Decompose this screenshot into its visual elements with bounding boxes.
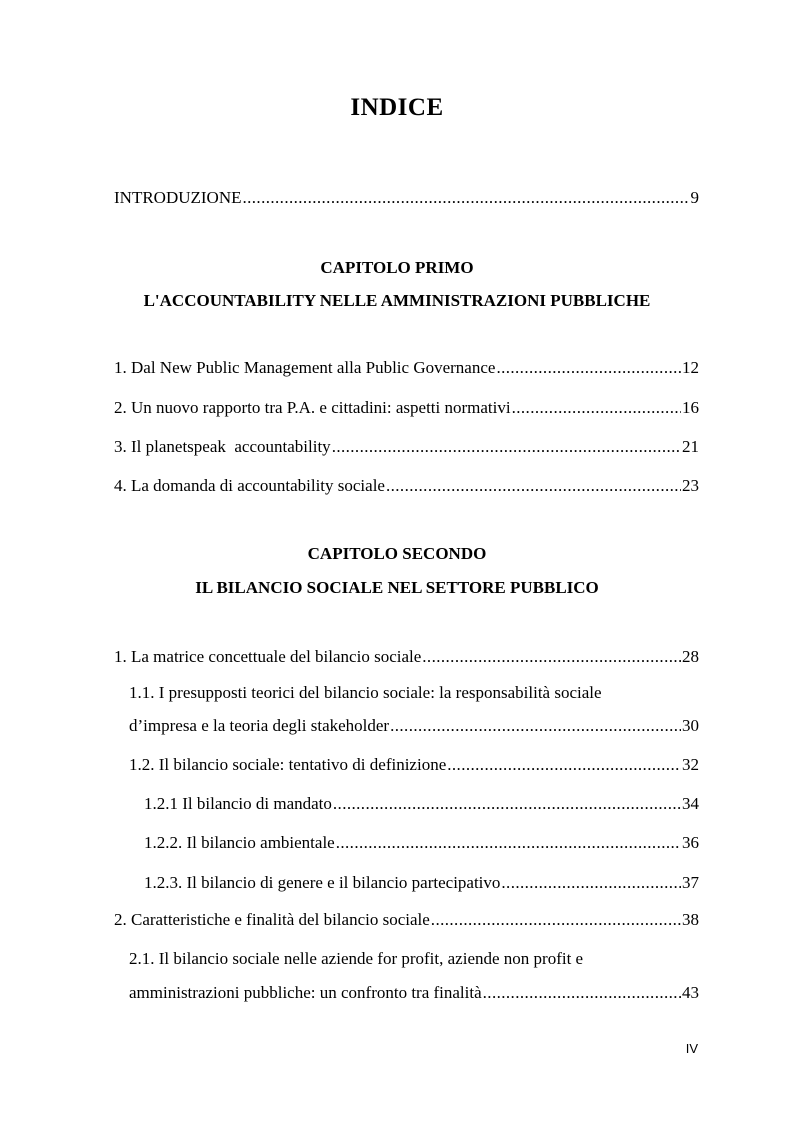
toc-entry[interactable] (114, 356, 699, 380)
toc-entry[interactable] (144, 831, 699, 855)
toc-entry[interactable] (114, 396, 699, 420)
toc-entry-page: 12 (682, 358, 699, 377)
toc-leader-dots (333, 792, 681, 816)
toc-entry-page: 23 (682, 476, 699, 495)
toc-entry-page: 21 (682, 437, 699, 456)
toc-entry[interactable] (129, 714, 699, 738)
toc-entry-label: 2. Un nuovo rapporto tra P.A. e cittadini: aspetti normativi (114, 398, 511, 417)
toc-entry-page: 9 (690, 188, 699, 207)
toc-entry-introduzione[interactable] (114, 186, 699, 210)
toc-entry-label: 1.2.2. Il bilancio ambientale (144, 833, 335, 852)
page-title: INDICE (350, 94, 444, 121)
chapter-2-title: IL BILANCIO SOCIALE NEL SETTORE PUBBLICO (195, 578, 599, 597)
toc-entry[interactable] (129, 753, 699, 777)
toc-entry-page: 37 (682, 873, 699, 892)
toc-entry-page: 38 (682, 910, 699, 929)
toc-entry[interactable] (144, 871, 699, 895)
toc-entry[interactable] (114, 908, 699, 932)
toc-entry-page: 36 (682, 833, 699, 852)
toc-entry-page: 30 (682, 716, 699, 735)
toc-entry-label: 1.2.3. Il bilancio di genere e il bilancio partecipativo (144, 873, 501, 892)
toc-entry-first-line[interactable]: 1.1. I presupposti teorici del bilancio sociale: la responsabilità sociale (129, 683, 602, 702)
toc-entry-label: 1.2.1 Il bilancio di mandato (144, 794, 332, 813)
toc-entry-label: 2. Caratteristiche e finalità del bilancio sociale (114, 910, 430, 929)
toc-leader-dots (242, 186, 689, 210)
toc-leader-dots (332, 435, 681, 459)
toc-entry[interactable] (129, 981, 699, 1005)
toc-entry-page: 16 (682, 398, 699, 417)
toc-entry-page: 34 (682, 794, 699, 813)
toc-entry[interactable] (114, 645, 699, 669)
toc-leader-dots (422, 645, 681, 669)
toc-entry-label: 1. Dal New Public Management alla Public Governance (114, 358, 496, 377)
toc-entry-first-line[interactable]: 2.1. Il bilancio sociale nelle aziende for profit, aziende non profit e (129, 949, 584, 968)
toc-entry-label: INTRODUZIONE (114, 188, 242, 207)
chapter-1-number: CAPITOLO PRIMO (320, 258, 474, 277)
toc-leader-dots (336, 831, 681, 855)
toc-leader-dots (386, 474, 681, 498)
toc-entry[interactable] (114, 435, 699, 459)
toc-entry-label: 1.2. Il bilancio sociale: tentativo di definizione (129, 755, 447, 774)
toc-leader-dots (390, 714, 681, 738)
toc-entry-label: 3. Il planetspeak accountability (114, 437, 331, 456)
toc-entry-label: 1. La matrice concettuale del bilancio sociale (114, 647, 422, 666)
toc-leader-dots (496, 356, 681, 380)
chapter-2-number: CAPITOLO SECONDO (307, 544, 487, 563)
chapter-1-title: L'ACCOUNTABILITY NELLE AMMINISTRAZIONI PUBBLICHE (143, 291, 651, 310)
toc-leader-dots (447, 753, 681, 777)
toc-entry-label: d’impresa e la teoria degli stakeholder (129, 716, 390, 735)
toc-leader-dots (512, 396, 681, 420)
toc-entry[interactable] (114, 474, 699, 498)
toc-leader-dots (501, 871, 681, 895)
toc-entry-page: 43 (682, 983, 699, 1002)
toc-entry[interactable] (144, 792, 699, 816)
toc-entry-page: 32 (682, 755, 699, 774)
toc-leader-dots (431, 908, 681, 932)
toc-leader-dots (483, 981, 681, 1005)
toc-entry-page: 28 (682, 647, 699, 666)
toc-entry-label: 4. La domanda di accountability sociale (114, 476, 385, 495)
page-number: IV (685, 1041, 698, 1056)
toc-entry-label: amministrazioni pubbliche: un confronto tra finalità (129, 983, 482, 1002)
